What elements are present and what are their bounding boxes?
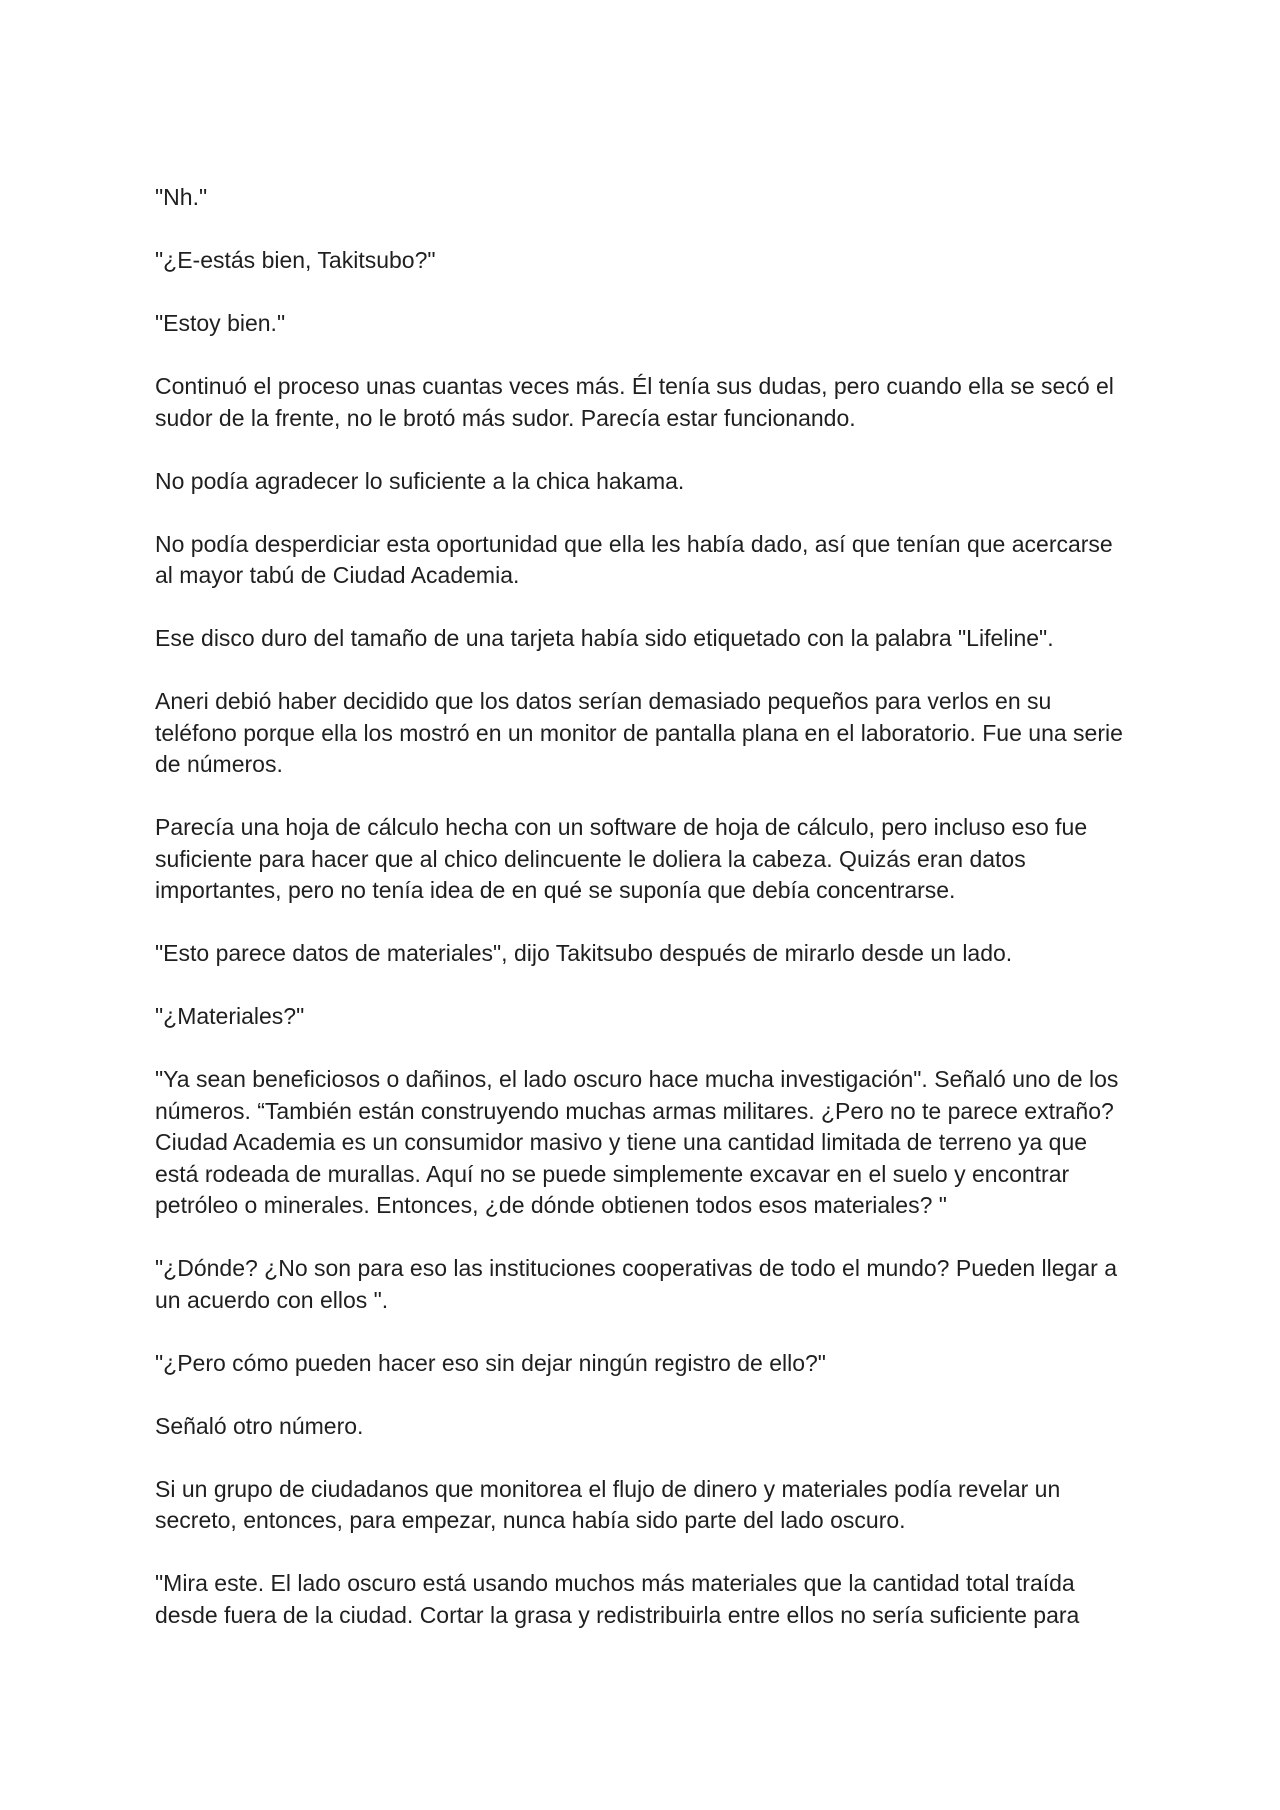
paragraph: "Ya sean beneficiosos o dañinos, el lado oscuro hace mucha investigación". Señaló uno de los números. “También están construyendo muchas armas militares. ¿Pero no te parece extraño? Ciudad Academia es un consumidor masivo y tiene una cantidad limitada de terreno ya que está rodeada de murallas. Aquí no se puede simplemente excavar en el suelo y encontrar petróleo o minerales. Entonces, ¿de dónde obtienen todos esos materiales? " [155,1066,1119,1218]
paragraph: "Nh." [155,184,208,210]
paragraph: "Estoy bien." [155,310,286,336]
paragraph: No podía agradecer lo suficiente a la chica hakama. [155,467,685,494]
paragraph: "¿Pero cómo pueden hacer eso sin dejar ningún registro de ello?" [155,1349,826,1376]
paragraph: Aneri debió haber decidido que los datos serían demasiado pequeños para verlos en su teléfono porque ella los mostró en un monitor de pantalla plana en el laboratorio. Fue una serie de números. [155,688,1123,777]
paragraph: "¿Materiales?" [155,1003,305,1029]
paragraph: Parecía una hoja de cálculo hecha con un software de hoja de cálculo, pero incluso eso fue suficiente para hacer que al chico delincuente le doliera la cabeza. Quizás eran datos importantes, pero no tenía idea de en qué se suponía que debía concentrarse. [155,814,1088,903]
paragraph: "¿Dónde? ¿No son para eso las instituciones cooperativas de todo el mundo? Pueden llegar a un acuerdo con ellos ". [155,1255,1117,1313]
paragraph: Ese disco duro del tamaño de una tarjeta había sido etiquetado con la palabra "Lifeline". [155,625,1054,651]
paragraph: Si un grupo de ciudadanos que monitorea el flujo de dinero y materiales podía revelar un secreto, entonces, para empezar, nunca había sido parte del lado oscuro. [155,1475,1061,1533]
paragraph: No podía desperdiciar esta oportunidad que ella les había dado, así que tenían que acercarse al mayor tabú de Ciudad Academia. [155,530,1113,588]
paragraph: "¿E-estás bien, Takitsubo?" [155,247,436,273]
paragraph: Señaló otro número. [155,1412,364,1439]
paragraph: "Mira este. El lado oscuro está usando muchos más materiales que la cantidad total traída desde fuera de la ciudad. Cortar la grasa y redistribuirla entre ellos no sería suficiente para [155,1570,1080,1628]
paragraph: "Esto parece datos de materiales", dijo Takitsubo después de mirarlo desde un lado. [155,940,1013,966]
paragraph: Continuó el proceso unas cuantas veces más. Él tenía sus dudas, pero cuando ella se secó el sudor de la frente, no le brotó más sudor. Parecía estar funcionando. [155,373,1114,431]
document-page [155,182,1135,1663]
